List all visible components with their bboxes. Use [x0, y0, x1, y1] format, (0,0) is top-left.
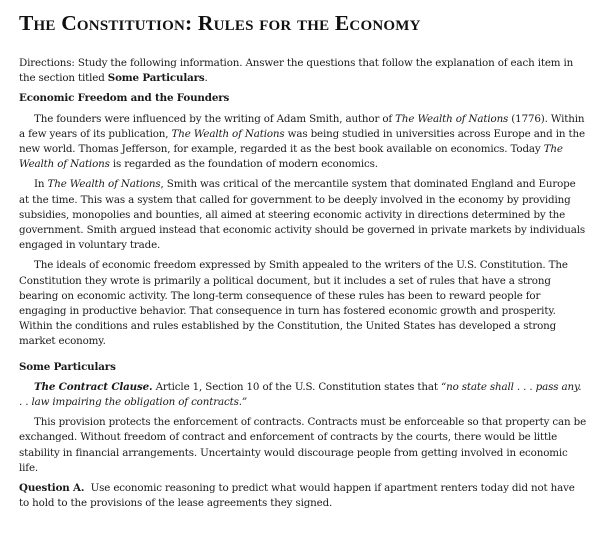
book-title-1: The Wealth of Nations [395, 112, 509, 125]
section-heading-economic-freedom: Economic Freedom and the Founders [19, 92, 230, 105]
contract-clause-text: Article 1, Section 10 of the U.S. Constitution states that [152, 380, 441, 393]
contract-clause-label: The Contract Clause. [34, 380, 153, 393]
question-a [19, 481, 587, 511]
paragraph-founders-g: is regarded as the foundation of modern economics. [109, 158, 378, 171]
directions-end: . [204, 72, 208, 85]
contract-clause-quote: “no state shall . . . pass any. . . law impairing the obligation of contracts.” [19, 380, 582, 409]
directions-paragraph [19, 56, 587, 86]
book-title-4: The Wealth of Nations [47, 178, 161, 191]
document-body [19, 56, 587, 511]
directions-text: Directions: Study the following information. Answer the questions that follow the explanation of each item in the section titled [19, 57, 574, 85]
section-heading-some-particulars: Some Particulars [19, 360, 116, 373]
page-title: The Constitution: Rules for the Economy [19, 11, 421, 35]
paragraph-founders-e: was being studied in universities across Europe and in the new world. Thomas Jefferson, for example, regarded it as the best book available on economics. Today [19, 127, 585, 156]
paragraph-founders [19, 112, 587, 173]
paragraph-ideals: The ideals of economic freedom expressed by Smith appealed to the writers of the U.S. Constitution. The Constitution they wrote is primarily a political document, but it includes a set of rules that have a strong bearing on economic activity. The long-term consequence of these rules has been to reward people for engaging in productive behavior. That consequence in turn has fostered economic growth and prosperity. Within the conditions and rules established by the Constitution, the United States has developed a strong market economy. [19, 259, 568, 348]
paragraph-mercantile-c: , Smith was critical of the mercantile system that dominated England and Europe at the time. This was a system that called for government to be deeply involved in the economy by providing subsidies, monopolies and bounties, all aimed at steering economic activity in directions determined by the government. Smith argued instead that economic activity should be governed in private markets by individuals engaged in voluntary trade. [19, 178, 585, 252]
book-title-2: The Wealth of Nations [171, 127, 285, 140]
directions-bold: Some Particulars [107, 72, 205, 85]
paragraph-enforcement: This provision protects the enforcement of contracts. Contracts must be enforceable so that property can be exchanged. Without freedom of contract and enforcement of contracts by the courts, there would be little stability in financial arrangements. Uncertainty would discourage people from getting involved in economic life. [19, 416, 587, 474]
question-a-label: Question A. [19, 482, 85, 495]
paragraph-founders-c: (1776). Within a few years of its publication, [19, 112, 585, 140]
book-title-3: The Wealth of Nations [19, 143, 563, 171]
question-a-text: Use economic reasoning to predict what would happen if apartment renters today did not have to hold to the provisions of the lease agreements they signed. [19, 482, 578, 510]
paragraph-mercantile-a: In [34, 178, 48, 191]
paragraph-mercantile [19, 177, 587, 253]
paragraph-contract-clause [19, 380, 587, 410]
paragraph-founders-a: The founders were influenced by the writing of Adam Smith, author of [34, 112, 396, 125]
